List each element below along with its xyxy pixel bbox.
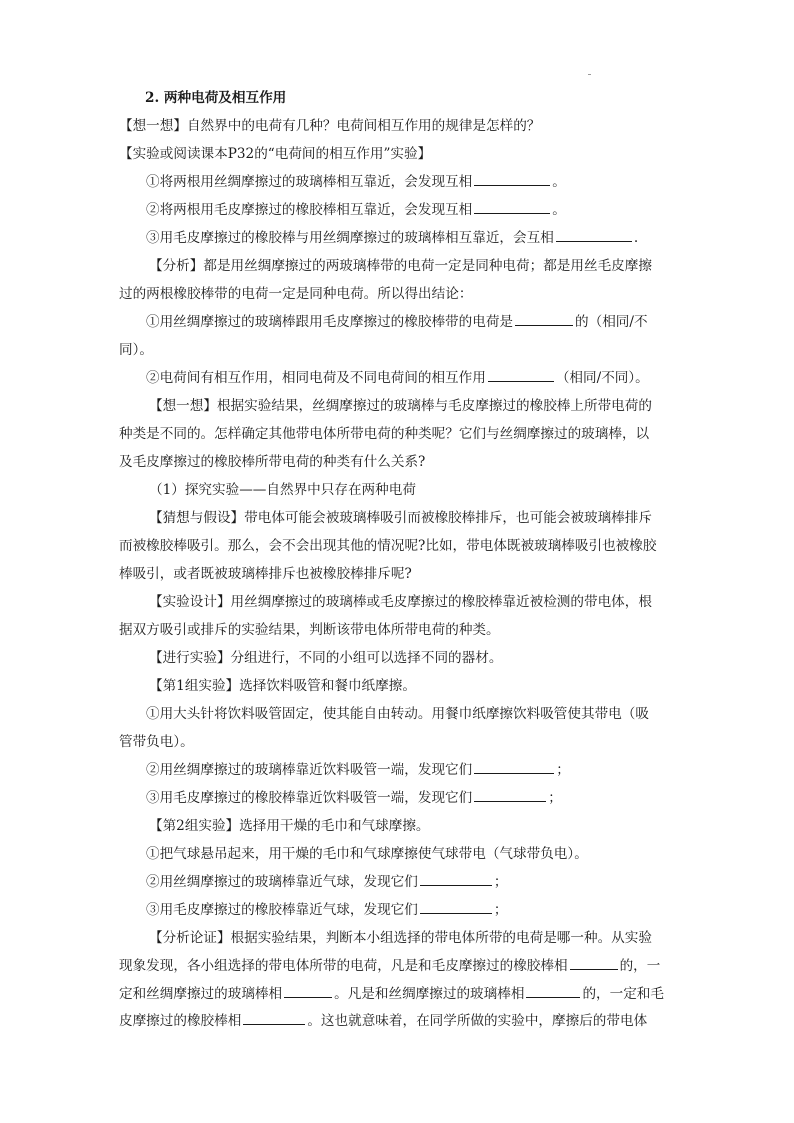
section-title: 2. 两种电荷及相互作用: [145, 90, 287, 106]
answer-blank[interactable]: [526, 996, 580, 998]
conclusion-2: ②电荷间有相互作用，相同电荷及不同电荷间的相互作用 （相同/不同）。: [146, 369, 649, 386]
document-body: [119, 92, 679, 1043]
hypothesis-line-2: 而被橡胶棒吸引。那么，会不会出现其他的情况呢?比如，带电体既被玻璃棒吸引也被橡胶: [119, 537, 657, 554]
think-question-1: 【想一想】自然界中的电荷有几种？电荷间相互作用的规律是怎样的？: [119, 117, 541, 134]
scan-mark: [588, 74, 591, 75]
hypothesis-line-3: 棒吸引，或者既被玻璃棒排斥也被橡胶棒排斥呢?: [119, 565, 412, 582]
group-1-step-2: ②用丝绸摩擦过的玻璃棒靠近饮料吸管一端，发现它们 ；: [146, 761, 570, 778]
group-1-step-1: ①用大头针将饮料吸管固定，使其能自由转动。用餐巾纸摩擦饮料吸管使其带电（吸: [146, 705, 649, 722]
design-line-2: 据双方吸引或排斥的实验结果，判断该带电体所带电荷的种类。: [119, 621, 500, 638]
answer-blank[interactable]: [570, 968, 618, 970]
answer-blank[interactable]: [474, 772, 554, 774]
answer-blank[interactable]: [420, 884, 492, 886]
think-question-2-line-3: 及毛皮摩擦过的橡胶棒所带电荷的种类有什么关系?: [119, 453, 426, 470]
design-line-1: 【实验设计】用丝绸摩擦过的玻璃棒或毛皮摩擦过的橡胶棒靠近被检测的带电体，根: [149, 593, 652, 610]
conclusion-1: ①用丝绸摩擦过的玻璃棒跟用毛皮摩擦过的橡胶棒带的电荷是 的（相同/不: [146, 313, 648, 330]
group-2-step-2: ②用丝绸摩擦过的玻璃棒靠近气球，发现它们 ；: [146, 873, 508, 890]
group-2-step-3: ③用毛皮摩擦过的橡胶棒靠近气球，发现它们 ；: [146, 901, 508, 918]
group-1-heading: 【第1组实验】选择饮料吸管和餐巾纸摩擦。: [149, 677, 416, 694]
answer-blank[interactable]: [474, 800, 546, 802]
answer-blank[interactable]: [556, 240, 632, 242]
argument-line-1: 【分析论证】根据实验结果，判断本小组选择的带电体所带的电荷是哪一种。从实验: [149, 929, 652, 946]
think-question-2-line-1: 【想一想】根据实验结果，丝绸摩擦过的玻璃棒与毛皮摩擦过的橡胶棒上所带电荷的: [149, 397, 652, 414]
hypothesis-line-1: 【猜想与假设】带电体可能会被玻璃棒吸引而被橡胶棒排斥，也可能会被玻璃棒排斥: [149, 509, 652, 526]
group-1-step-3: ③用毛皮摩擦过的橡胶棒靠近饮料吸管一端，发现它们 ；: [146, 789, 562, 806]
argument-line-3: 定和丝绸摩擦过的玻璃棒相 。凡是和丝绸摩擦过的玻璃棒相 的，一定和毛: [119, 985, 664, 1002]
analysis-line-1: 【分析】都是用丝绸摩擦过的两玻璃棒带的电荷一定是同种电荷；都是用丝毛皮摩擦: [149, 257, 652, 274]
answer-blank[interactable]: [420, 912, 492, 914]
answer-blank[interactable]: [284, 996, 332, 998]
procedure-line: 【进行实验】分组进行，不同的小组可以选择不同的器材。: [149, 649, 503, 666]
group-1-step-1-cont: 管带负电）。: [119, 733, 194, 750]
group-2-step-1: ①把气球悬吊起来，用干燥的毛巾和气球摩擦使气球带电（气球带负电）。: [146, 845, 588, 862]
answer-blank[interactable]: [474, 184, 550, 186]
experiment-step-1: ①将两根用丝绸摩擦过的玻璃棒相互靠近，会发现互相 。: [146, 173, 566, 190]
analysis-line-2: 过的两根橡胶棒带的电荷一定是同种电荷。所以得出结论：: [119, 285, 473, 302]
group-2-heading: 【第2组实验】选择用干燥的毛巾和气球摩擦。: [149, 817, 430, 834]
answer-blank[interactable]: [243, 1023, 305, 1025]
argument-line-4: 皮摩擦过的橡胶棒相 。这也就意味着，在同学所做的实验中，摩擦后的带电体: [119, 1013, 648, 1030]
inquiry-heading: （1）探究实验——自然界中只存在两种电荷: [149, 481, 416, 498]
answer-blank[interactable]: [515, 324, 573, 326]
experiment-step-2: ②将两根用毛皮摩擦过的橡胶棒相互靠近，会发现互相 。: [146, 201, 566, 218]
answer-blank[interactable]: [474, 212, 550, 214]
answer-blank[interactable]: [488, 380, 554, 382]
experiment-heading: 【实验或阅读课本P32的“电荷间的相互作用”实验】: [119, 145, 432, 162]
experiment-step-3: ③用毛皮摩擦过的橡胶棒与用丝绸摩擦过的玻璃棒相互靠近，会互相 .: [146, 229, 639, 246]
argument-line-2: 现象发现，各小组选择的带电体所带的电荷，凡是和毛皮摩擦过的橡胶棒相 的，一: [119, 957, 661, 974]
think-question-2-line-2: 种类是不同的。怎样确定其他带电体所带电荷的种类呢？它们与丝绸摩擦过的玻璃棒，以: [119, 425, 650, 442]
conclusion-1-cont: 同）。: [119, 341, 153, 358]
